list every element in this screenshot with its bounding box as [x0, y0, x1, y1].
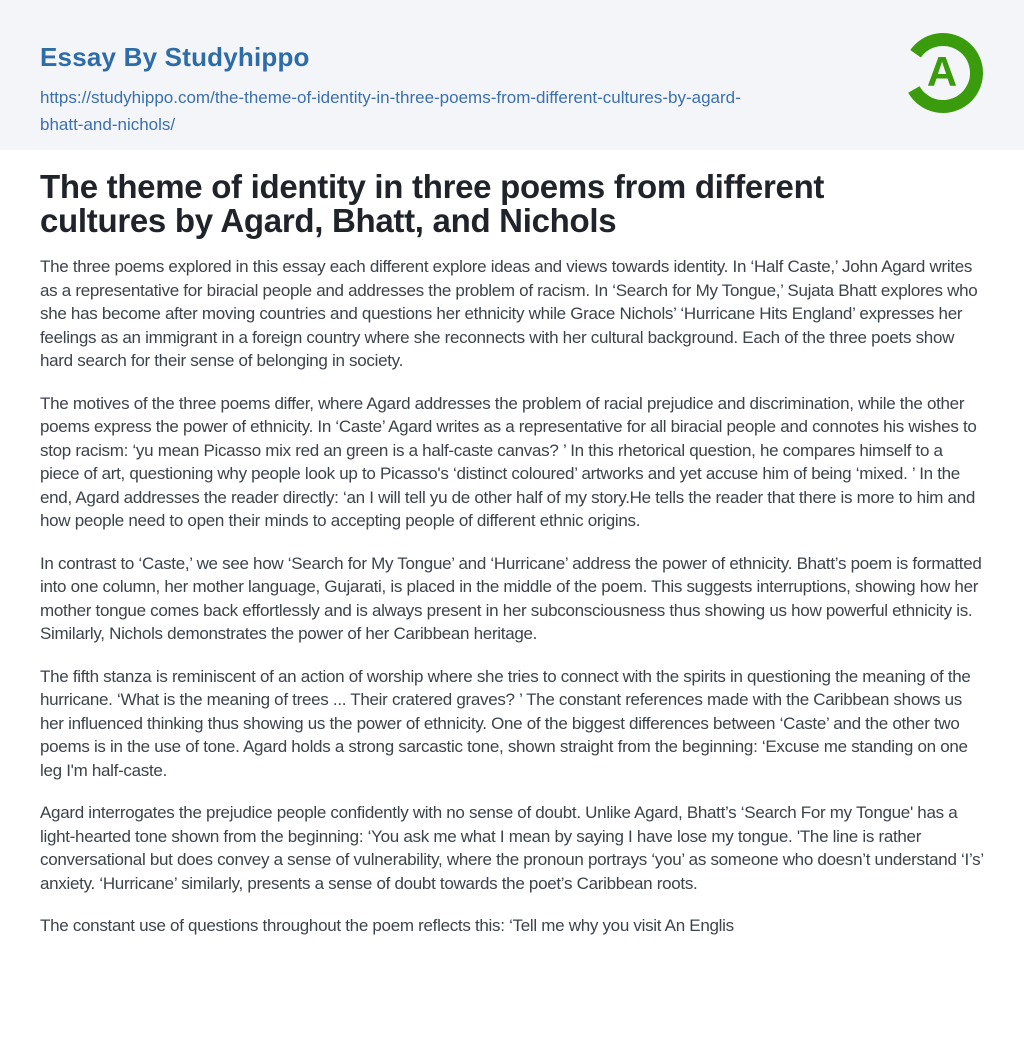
logo-letter: A [926, 48, 958, 95]
essay-paragraph-1: The three poems explored in this essay each different explore ideas and views towards identity. In ‘Half Caste,’ John Agard writes as a representative for biracial people and addresses the problem of racism. In ‘Search for My Tongue,’ Sujata Bhatt explores who she has become after moving countries and questions her ethnicity while Grace Nichols’ ‘Hurricane Hits England’ expresses her feelings as an immigrant in a foreign country where she reconnects with her cultural background. Each of the three poets show hard search for their sense of belonging in society. [40, 257, 978, 370]
source-url-link[interactable]: https://studyhippo.com/the-theme-of-identity-in-three-poems-from-different-cultures-by-agard-bhatt-and-nichols/ [40, 88, 741, 134]
site-label: Essay By Studyhippo [40, 42, 310, 72]
page-title: The theme of identity in three poems from different cultures by Agard, Bhatt, and Nichols [40, 168, 825, 239]
essay-paragraph-4: The fifth stanza is reminiscent of an action of worship where she tries to connect with the spirits in questioning the meaning of the hurricane. ‘What is the meaning of trees ... Their cratered graves? ’ The constant references made with the Caribbean shows us her influenced thinking thus showing us the power of ethnicity. One of the biggest differences between ‘Caste’ and the other two poems is in the use of tone. Agard holds a strong sarcastic tone, shown straight from the beginning: ‘Excuse me standing on one leg I'm half-caste. [40, 666, 971, 780]
essay-paragraph-6: The constant use of questions throughout the poem reflects this: ‘Tell me why you visit An Englis [40, 916, 734, 935]
essay-paragraph-2: The motives of the three poems differ, where Agard addresses the problem of racial prejudice and discrimination, while the other poems express the power of ethnicity. In ‘Caste’ Agard writes as a representative for all biracial people and connotes his wishes to stop racism: ‘yu mean Picasso mix red an green is a half-caste canvas? ’ In this rhetorical question, he compares himself to a piece of art, questioning why people look up to Picasso's ‘distinct coloured’ artworks and yet accuse him of being ‘mixed. ’ In the end, Agard addresses the reader directly: ‘an I will tell yu de other half of my story.He tells the reader that there is more to him and how people need to open their minds to accepting people of different ethnic origins. [40, 393, 977, 530]
essay-content [0, 150, 1024, 938]
studyhippo-logo [900, 30, 986, 116]
page-header [0, 0, 1024, 150]
essay-paragraph-5: Agard interrogates the prejudice people confidently with no sense of doubt. Unlike Agard, Bhatt’s ‘Search For my Tongue' has a light-hearted tone shown from the beginning: ‘You ask me what I mean by saying I have lose my tongue. 'The line is rather conversational but does convey a sense of vulnerability, where the pronoun portrays ‘you’ as someone who doesn’t understand ‘I’s’ anxiety. ‘Hurricane’ similarly, presents a sense of doubt towards the poet’s Caribbean roots. [40, 803, 984, 893]
essay-paragraph-3: In contrast to ‘Caste,’ we see how ‘Search for My Tongue’ and ‘Hurricane’ address the power of ethnicity. Bhatt’s poem is formatted into one column, her mother language, Gujarati, is placed in the middle of the poem. This suggests interruptions, showing how her mother tongue comes back effortlessly and is always present in her subconsciousness thus showing us how powerful ethnicity is. Similarly, Nichols demonstrates the power of her Caribbean heritage. [40, 553, 982, 643]
